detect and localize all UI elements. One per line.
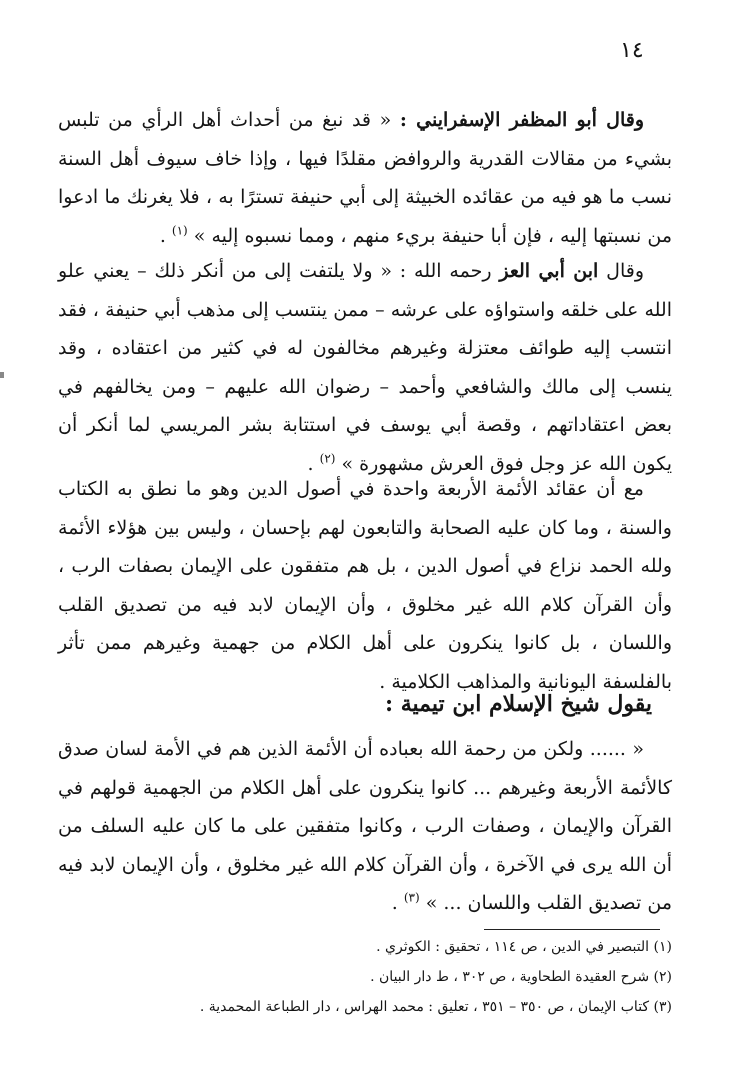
- paragraph-isfarayini-quote: [58, 101, 672, 255]
- footnotes: [58, 932, 672, 1022]
- section-heading: يقول شيخ الإسلام ابن تيمية :: [384, 691, 652, 717]
- quote-text: « ...... ولكن من رحمة الله بعباده أن الأئمة الذين هم في الأمة لسان صدق كالأئمة الأربعة وغيرهم ... كانوا ينكرون على أهل الكلام من الجهمية قولهم في القرآن والإيمان ، وصفات الرب ، وكانوا متفقين على ما كان عليه السلف من أن الله يرى في الآخرة ، وأن القرآن كلام الله غير مخلوق ، وأن الإيمان لابد فيه من تصديق القلب واللسان ... »: [58, 738, 672, 914]
- paragraph-ibn-taymiyyah-quote: [58, 730, 672, 923]
- paragraph-end: .: [159, 224, 172, 247]
- author-name: وقال أبو المظفر الإسفرايني :: [399, 109, 644, 131]
- footnote-separator: [484, 929, 660, 930]
- footnote-ref: (٢): [319, 451, 336, 466]
- footnote-ref: (١): [171, 223, 188, 238]
- paragraph-four-imams: مع أن عقائد الأئمة الأربعة واحدة في أصول الدين وهو ما نطق به الكتاب والسنة ، وما كان عليه الصحابة والتابعون لهم بإحسان ، وليس بين هؤلاء الأئمة ولله الحمد نزاع في أصول الدين ، بل هم متفقون على الإيمان بصفات الرب ، وأن القرآن كلام الله غير مخلوق ، وأن الإيمان لابد فيه من تصديق القلب واللسان ، بل كانوا ينكرون على أهل الكلام من جهمية وغيرهم ممن تأثر بالفلسفة اليونانية والمذاهب الكلامية .: [58, 478, 672, 693]
- paragraph-text: رحمه الله : « ولا يلتفت إلى من أنكر ذلك – يعني علو الله على خلقه واستواؤه على عرشه – ممن ينتسب إلى مذهب أبي حنيفة ، فقد انتسب إليه طوائف معتزلة وغيرهم مخالفون له في كثير من اعتقاده ، وقد ينسب إلى مالك والشافعي وأحمد – رضوان الله عليهم – ومن يخالفهم في بعض اعتقاداتهم ، وقصة أبي يوسف في استتابة بشر المريسي لما أنكر أن يكون الله عز وجل فوق العرش مشهورة »: [58, 260, 672, 475]
- author-name: ابن أبي العز: [499, 260, 599, 282]
- footnote-1: (١) التبصير في الدين ، ص ١١٤ ، تحقيق : الكوثري .: [376, 939, 672, 955]
- paragraph-ibn-abi-al-izz-quote: [58, 252, 672, 483]
- footnote-3: (٣) كتاب الإيمان ، ص ٣٥٠ – ٣٥١ ، تعليق : محمد الهراس ، دار الطباعة المحمدية .: [199, 999, 672, 1015]
- paragraph-end: .: [307, 452, 320, 475]
- quote-end: .: [391, 892, 404, 914]
- author-prefix: وقال: [598, 260, 644, 282]
- paragraph-text: « قد نبغ من أحداث أهل الرأي من تلبس بشيء من مقالات القدرية والروافض مقلدًا فيها ، وإذا خاف سيوف أهل السنة نسب ما هو فيه من عقائده الخبيثة إلى أبي حنيفة تسترًا به ، فلا يغرنك ما ادعوا من نسبتها إليه ، فإن أبا حنيفة بريء منهم ، ومما نسبوه إليه »: [58, 109, 672, 247]
- footnote-2: (٢) شرح العقيدة الطحاوية ، ص ٣٠٢ ، ط دار البيان .: [370, 969, 672, 985]
- footnote-ref: (٣): [403, 890, 420, 905]
- page-number: ١٤: [620, 38, 644, 63]
- margin-mark: [0, 372, 4, 378]
